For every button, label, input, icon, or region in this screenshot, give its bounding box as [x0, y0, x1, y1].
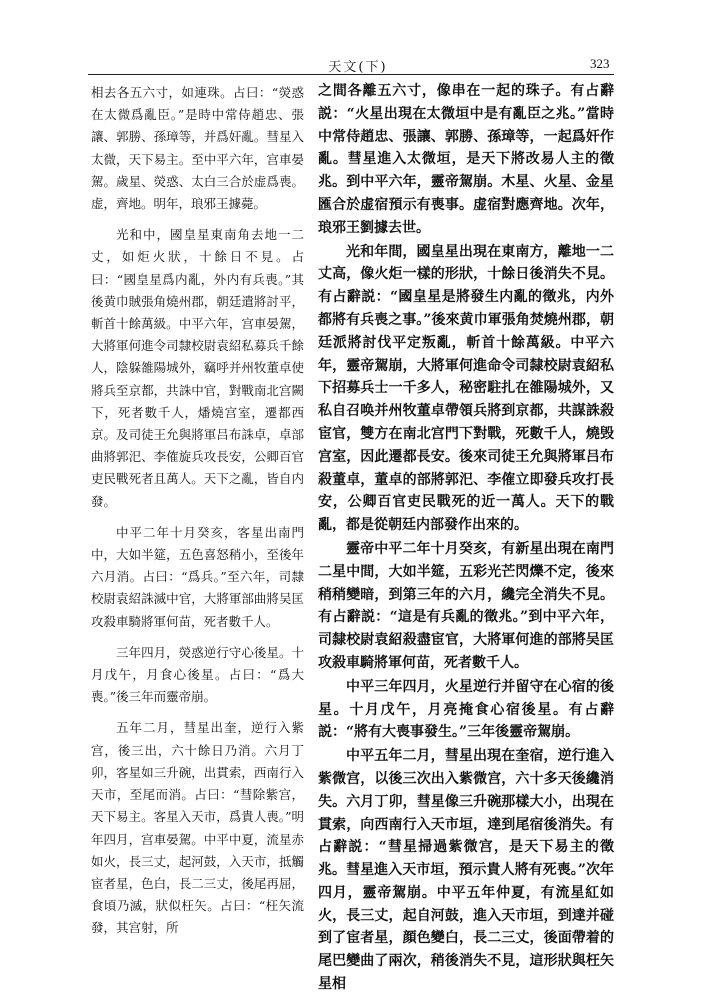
paragraph: 中平五年二月，彗星出現在奎宿，逆行進入紫微宫，以後三次出入紫微宫，六十多天後纔消失。六月丁卯，彗星像三升碗那樣大小，出現在貫索，向西南行入天市垣，達到尾宿後消失。有占辭説：“彗星掃過紫微宫，是天下易主的徵兆。彗星進入天市垣，預示貴人將有死喪。”次年四月，靈帝駕崩。中平五年仲夏，有流星紅如火，長三丈，起自河鼓，進入天市垣，到達并碰到了宦者星，顔色變白，長二三丈，後面帶着的尾巴變曲了兩次，稍後消失不見，這形狀與枉矢星相 — [318, 748, 614, 993]
running-header-title: 天文(下) — [328, 60, 388, 75]
header-rule — [88, 74, 614, 75]
paragraph: 之間各離五六寸，像串在一起的珠子。有占辭説：“火星出現在太微垣中是有亂臣之兆。”當時中常侍趙忠、張讓、郭勝、孫璋等，一起爲奸作亂。彗星進入太微垣，是天下將改易人主的徵兆。到中平六年，靈帝駕崩。木星、火星、金星匯合於虚宿預示有喪事。虚宿對應齊地。次年，琅邪王劉據去世。 — [318, 83, 614, 236]
paragraph: 三年四月，熒惑逆行守心後星。十月戊午，月食心後星。占曰：“爲大喪。”後三年而靈帝崩。 — [91, 644, 304, 705]
paragraph: 中平二年十月癸亥，客星出南門中，大如半筵，五色喜怒稍小，至後年六月消。占曰：“爲兵。”至六年，司隸校尉袁紹誅滅中官，大將軍部曲將吴匡攻殺車騎將軍何苗，死者數千人。 — [91, 524, 304, 629]
paragraph: 光和中，國皇星東南角去地一二丈，如炬火狀，十餘日不見。占曰：“國皇星爲内亂，外内有兵喪。”其後黄巾賊張角燒州郡，朝廷遣將討平，斬首十餘萬級。中平六年，宫車晏駕，大將軍何進令司隸校尉袁紹私募兵千餘人，陰躲雒陽城外，竊呼并州牧董卓使將兵至京都，共誅中官，對戰南北宫闕下，死者數千人，燔燒宫室，遷都西京。及司徒王允與將軍吕布誅卓，卓部曲將郭汜、李傕旋兵攻長安，公卿百官吏民戰死者且萬人。天下之亂，皆自内發。 — [91, 227, 304, 509]
page-number: 323 — [590, 56, 610, 71]
paragraph: 中平三年四月，火星逆行并留守在心宿的後星。十月戊午，月亮掩食心宿後星。有占辭説：“將有大喪事發生。”三年後靈帝駕崩。 — [318, 678, 614, 741]
original-text-column — [91, 82, 304, 962]
paragraph: 五年二月，彗星出奎，逆行入紫宫，後三出，六十餘日乃消。六月丁卯，客星如三升碗，出貫索，西南行入天市，至尾而消。占曰：“彗除紫宫，天下易主。客星入天市，爲貴人喪。”明年四月，宫車晏駕。中平中夏，流星赤如火，長三丈，起河鼓，入天市，抵觸宦者星，色白，長二三丈，後尾再屈，食頃乃滅，狀似枉矢。占曰：“枉矢流發，其宫射，所 — [91, 720, 304, 936]
translation-column — [318, 80, 614, 993]
paragraph: 相去各五六寸，如連珠。占曰：“熒惑在太微爲亂臣。”是時中常侍趙忠、張讓、郭勝、孫璋等，并爲奸亂。彗星入太微，天下易主。至中平六年，宫車晏駕。歲星、熒惑、太白三合於虚爲喪。虚，齊地。明年，琅邪王據薨。 — [91, 85, 304, 212]
paragraph: 光和年間，國皇星出現在東南方，離地一二丈高，像火炬一樣的形狀，十餘日後消失不見。有占辭説：“國皇星是將發生内亂的徵兆，内外都將有兵喪之事。”後來黄巾軍張角焚燒州郡，朝廷派將討伐平定叛亂，斬首十餘萬級。中平六年，靈帝駕崩，大將軍何進命令司隸校尉袁紹私下招募兵士一千多人，秘密駐扎在雒陽城外，又私自召唤并州牧董卓帶領兵將到京都，共謀誅殺宦官，雙方在南北宫門下對戰，死數千人，燒毁宫室，因此遷都長安。後來司徒王允與將軍吕布殺董卓，董卓的部將郭汜、李傕立即發兵攻打長安，公卿百官吏民戰死的近一萬人。天下的戰亂，都是從朝廷内部發作出來的。 — [318, 243, 614, 534]
paragraph: 靈帝中平二年十月癸亥，有新星出現在南門二星中間，大如半筵，五彩光芒閃爍不定，後來稍稍變暗，到第三年的六月，纔完全消失不見。有占辭説：“這是有兵亂的徵兆。”到中平六年，司隸校尉袁紹殺盡宦官，大將軍何進的部將吴匡攻殺車騎將軍何苗，死者數千人。 — [318, 540, 614, 671]
